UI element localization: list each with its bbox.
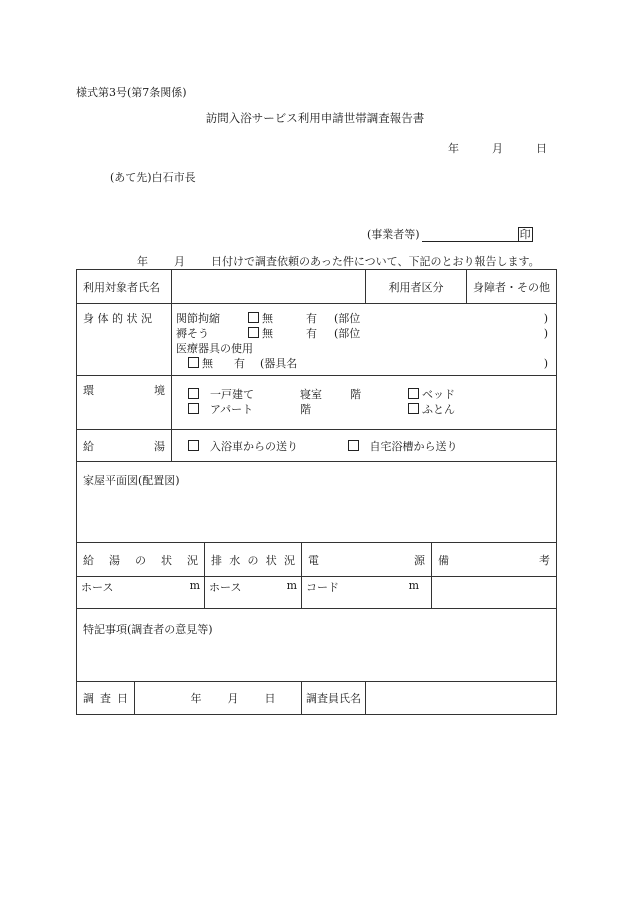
checkbox-icon: [348, 440, 359, 451]
checkbox-icon: [408, 388, 419, 399]
user-category-value[interactable]: 身障者・その他: [467, 270, 557, 304]
checkbox-icon: [188, 403, 199, 414]
drain-status-label: 排 水 の 状 況: [205, 543, 302, 577]
report-date: [448, 140, 547, 156]
user-name-label: 利用対象者氏名: [77, 270, 172, 304]
floor-plan-area[interactable]: [77, 462, 557, 543]
body-condition-label: 身 体 的 状 況: [77, 304, 172, 376]
checkbox-icon: [408, 403, 419, 414]
date-day: 日: [536, 142, 547, 155]
power-label: 電 源: [302, 543, 432, 577]
device-yes[interactable]: 有: [234, 357, 245, 370]
env-bed[interactable]: ベッド: [408, 386, 455, 402]
hot-water-car[interactable]: 入浴車からの送り: [188, 438, 344, 454]
body-condition-section: 関節拘縮 無 有 (部位 ) 褥そう 無 有 (部位 ) 医療器具の使用 無 有 (器具名 ): [172, 304, 557, 376]
date-year: 年: [448, 142, 459, 155]
date-month: 月: [492, 142, 503, 155]
checkbox-icon: [188, 388, 199, 399]
device-none[interactable]: 無: [188, 355, 234, 371]
bedsore-yes[interactable]: 有: [306, 327, 317, 340]
intro-sentence: 年 月 日付けで調査依頼のあった件について、下記のとおり報告します。: [137, 255, 540, 268]
drain-hose-field[interactable]: ホース m: [205, 577, 302, 609]
env-apartment[interactable]: アパート: [188, 401, 300, 417]
provider-name-line[interactable]: [422, 229, 518, 242]
supply-status-label: 給 湯 の 状 況: [77, 543, 205, 577]
survey-date-field[interactable]: 年 月 日: [135, 682, 302, 715]
env-detached[interactable]: 一戸建て: [188, 386, 300, 402]
contracture-yes[interactable]: 有: [306, 312, 317, 325]
seal-mark: 印: [519, 228, 531, 241]
user-name-field[interactable]: [172, 270, 366, 304]
bedsore-none[interactable]: 無: [248, 325, 306, 341]
document-title: 訪問入浴サービス利用申請世帯調査報告書: [205, 111, 425, 125]
form-number: 様式第3号(第7条関係): [76, 86, 187, 99]
power-cord-field[interactable]: コード m: [302, 577, 432, 609]
user-category-label: 利用者区分: [366, 270, 467, 304]
provider-field: [367, 226, 533, 242]
hot-water-label: 給 湯: [77, 430, 172, 462]
checkbox-icon: [188, 357, 199, 368]
survey-date-label: 調 査 日: [77, 682, 135, 715]
addressee: (あて先)白石市長: [110, 171, 196, 184]
remarks-field[interactable]: [432, 577, 557, 609]
supply-hose-field[interactable]: ホース m: [77, 577, 205, 609]
special-notes-label: 特記事項(調査者の意見等): [83, 623, 213, 636]
checkbox-icon: [188, 440, 199, 451]
remarks-label: 備 考: [432, 543, 557, 577]
environment-label: 環 境: [77, 376, 172, 430]
special-notes-area[interactable]: [77, 609, 557, 682]
hot-water-section: [172, 430, 557, 462]
surveyor-name-field[interactable]: [366, 682, 557, 715]
surveyor-label: 調査員氏名: [302, 682, 366, 715]
checkbox-icon: [248, 312, 259, 323]
floor-plan-label: 家屋平面図(配置図): [83, 474, 180, 487]
env-futon[interactable]: ふとん: [408, 401, 455, 417]
contracture-none[interactable]: 無: [248, 310, 306, 326]
checkbox-icon: [248, 327, 259, 338]
hot-water-home[interactable]: 自宅浴槽から送り: [348, 440, 458, 453]
survey-table: [76, 269, 557, 715]
provider-label: (事業者等): [367, 228, 420, 241]
environment-section: 一戸建て 寝室 階 ベッド アパート 階 ふとん: [172, 376, 557, 430]
